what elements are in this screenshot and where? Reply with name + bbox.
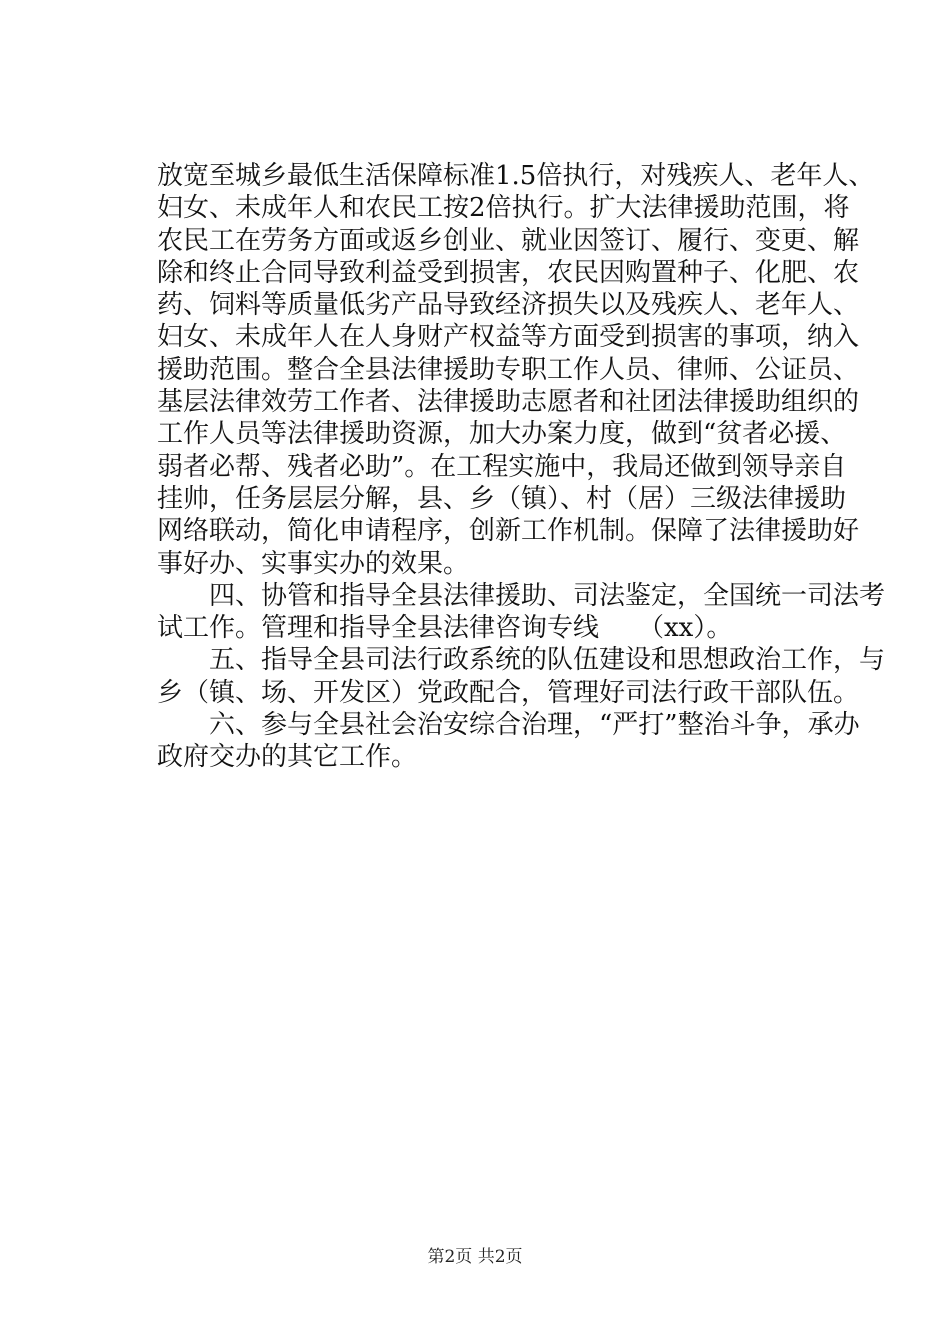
text-line: 政府交办的其它工作。 [157, 742, 418, 773]
text-line: 援助范围。整合全县法律援助专职工作人员、律师、公证员、 [157, 354, 860, 385]
paragraph-6-line: 六、参与全县社会治安综合治理，“严打”整治斗争，承办 [209, 710, 860, 741]
text-line: 工作人员等法律援助资源，加大办案力度，做到“贫者必援、 [157, 419, 847, 450]
text-line: 乡（镇、场、开发区）党政配合，管理好司法行政干部队伍。 [157, 677, 860, 708]
text-line: 妇女、未成年人在人身财产权益等方面受到损害的事项，纳入 [157, 322, 860, 353]
text-line: 妇女、未成年人和农民工按2倍执行。扩大法律援助范围，将 [157, 193, 850, 224]
text-line: 弱者必帮、残者必助”。在工程实施中，我局还做到领导亲自 [157, 451, 847, 482]
paragraph-5-line: 五、指导全县司法行政系统的队伍建设和思想政治工作，与 [209, 645, 886, 676]
text-line: 挂帅，任务层层分解，县、乡（镇）、村（居）三级法律援助 [157, 483, 847, 514]
text-line: 除和终止合同导致利益受到损害，农民因购置种子、化肥、农 [157, 257, 860, 288]
text-line: 事好办、实事实办的效果。 [157, 548, 470, 579]
text-line: 农民工在劳务方面或返乡创业、就业因签订、履行、变更、解 [157, 225, 860, 256]
body-text [157, 160, 886, 774]
text-line: 药、饲料等质量低劣产品导致经济损失以及残疾人、老年人、 [157, 290, 860, 321]
text-line: 放宽至城乡最低生活保障标准1.5倍执行，对残疾人、老年人、 [157, 161, 875, 191]
text-line: 网络联动，简化申请程序，创新工作机制。保障了法律援助好 [157, 516, 860, 547]
page-number-footer: 第2页 共2页 [427, 1247, 523, 1267]
text-line: 试工作。管理和指导全县法律咨询专线 （xx）。 [157, 613, 733, 644]
text-line: 基层法律效劳工作者、法律援助志愿者和社团法律援助组织的 [157, 387, 860, 418]
paragraph-4-line: 四、协管和指导全县法律援助、司法鉴定，全国统一司法考 [209, 580, 886, 611]
